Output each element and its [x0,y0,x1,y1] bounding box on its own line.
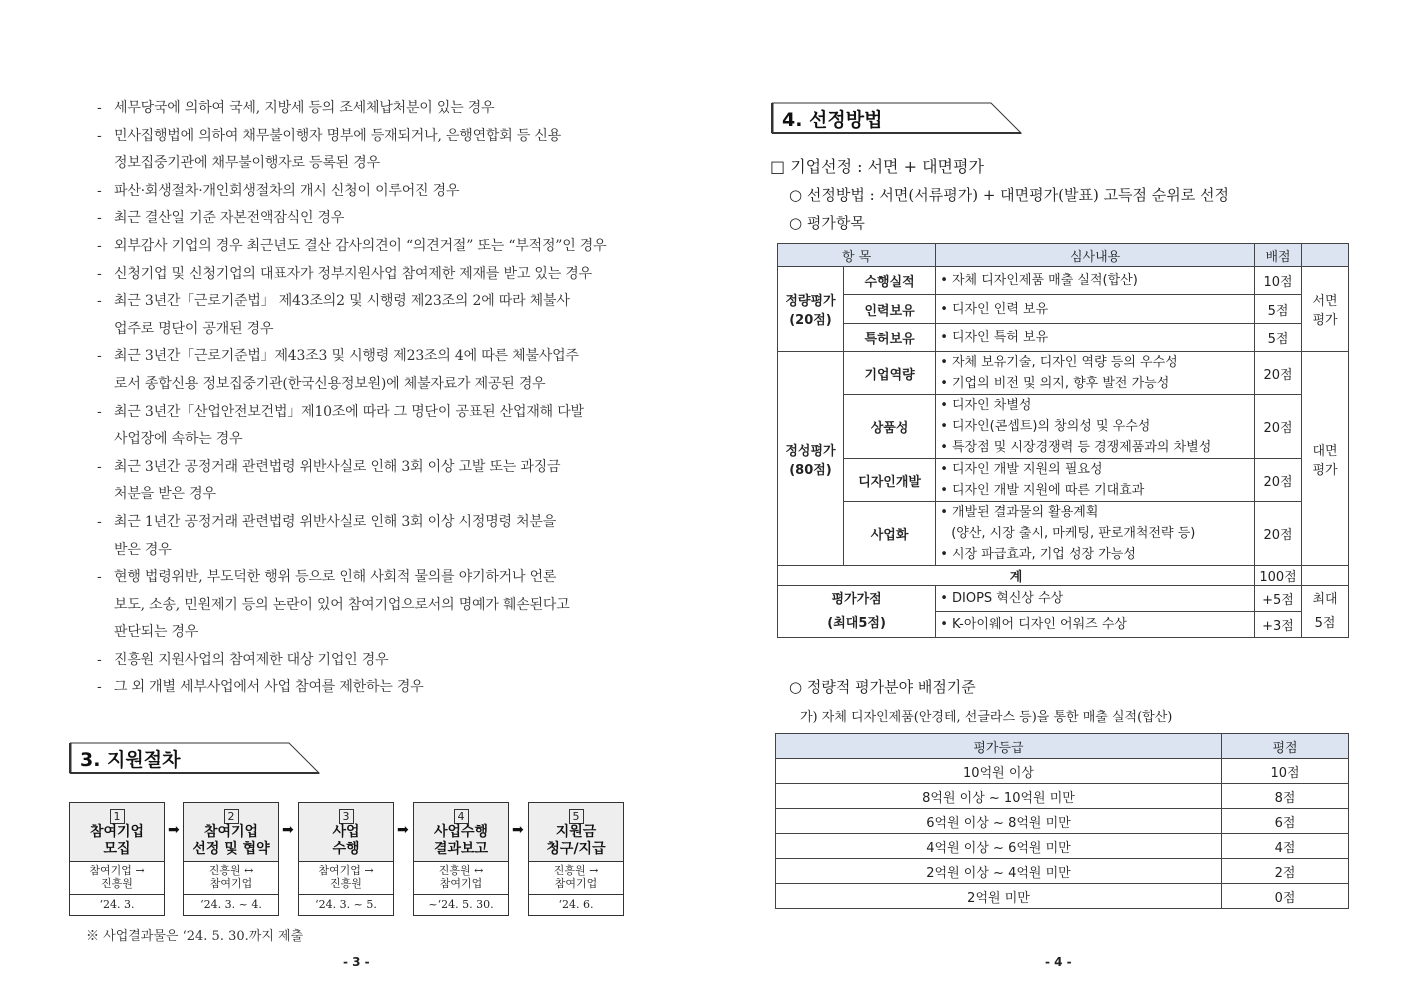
exclusion-text: 최근 3년간「산업안전보건법」제10조에 따라 그 명단이 공표된 산업재해 다발 [114,403,584,420]
items-heading: ○ 평가항목 [789,214,865,232]
criteria-subheading: 가) 자체 디자인제품(안경테, 선글라스 등)을 통한 매출 실적(합산) [800,710,1173,725]
subcategory-cell: 수행실적 [844,267,936,295]
step-actors: 진흥원 ↔ 참여기업 [184,862,278,895]
bullet-dash: - [97,403,102,420]
content-cell [936,295,1255,324]
step-name: 지원금 청구/지급 [546,824,606,857]
table-row [778,267,1349,295]
exclusion-item [97,647,657,675]
grade-row [776,809,1349,834]
process-step-header [70,803,164,862]
page-number: - 3 - [343,955,370,969]
step-period: ‘24. 6. [558,898,594,911]
exclusion-text: 최근 결산일 기준 자본전액잠식인 경우 [114,210,345,227]
grade-score: 6점 [1222,809,1349,834]
step-name: 참여기업 선정 및 협약 [192,824,270,857]
step-period: ‘24. 3. ~ 5. [315,898,377,911]
bonus-row [778,586,1349,612]
total-empty [1302,566,1349,586]
exclusion-text: 민사집행법에 의하여 채무불이행자 명부에 등재되거나, 은행연합회 등 신용 [114,127,562,144]
grade-level: 4억원 이상 ~ 6억원 미만 [776,834,1222,859]
header-category: 항 목 [778,244,936,267]
table-row [778,459,1349,502]
content-item: (양산, 시장 출시, 마케팅, 판로개척전략 등) [951,526,1196,541]
table-row [778,352,1349,395]
arrow-right-icon: ➡ [168,822,180,838]
step-number: 5 [569,809,584,824]
grade-level: 6억원 이상 ~ 8억원 미만 [776,809,1222,834]
exclusion-text: 세무당국에 의하여 국세, 지방세 등의 조세체납처분이 있는 경우 [114,100,495,116]
content-item: • 기업의 비전 및 의지, 향후 발전 가능성 [940,376,1170,391]
grade-score: 8점 [1222,784,1349,809]
exclusion-text: 최근 3년간「근로기준법」 제43조의2 및 시행령 제23조의 2에 따라 체불사 [114,293,570,310]
step-actors: 진흥원 → 참여기업 [529,862,623,895]
exclusion-text: 그 외 개별 세부사업에서 사업 참여를 제한하는 경우 [114,679,424,696]
bullet-dash: - [97,293,102,310]
score-cell: 20점 [1255,502,1302,566]
step-period: ‘24. 3. ~ 4. [200,898,262,911]
method-cell: 서면 평가 [1302,267,1349,352]
evaluation-table [777,243,1349,638]
header-method [1302,244,1349,267]
content-item: • 디자인 특허 보유 [940,330,1049,345]
category-cell: 정성평가 (80점) [778,352,844,566]
subcategory-cell: 특허보유 [844,324,936,352]
grade-score: 4점 [1222,834,1349,859]
content-item: • 시장 파급효과, 기업 성장 가능성 [940,547,1136,562]
process-step [298,802,394,916]
process-step-header [529,803,623,862]
content-cell [936,324,1255,352]
exclusion-item [97,261,657,289]
table-row [778,295,1349,324]
content-item: • 디자인(콘셉트)의 창의성 및 우수성 [940,419,1151,434]
grade-header-level: 평가등급 [776,734,1222,759]
step-period: ~‘24. 5. 30. [428,898,494,911]
exclusion-item [97,343,657,398]
bonus-score: +5점 [1255,586,1302,612]
process-step-header [184,803,278,862]
exclusion-item [97,674,657,702]
process-step [528,802,624,916]
grade-row [776,884,1349,909]
section-3-header [69,742,321,772]
bullet-dash: - [97,210,102,227]
step-number: 3 [339,809,354,824]
process-step-header [414,803,508,862]
grade-score: 2점 [1222,859,1349,884]
exclusion-item [97,509,657,564]
exclusion-text: 최근 3년간 공정거래 관련법령 위반사실로 인해 3회 이상 고발 또는 과징금 [114,458,561,475]
score-cell: 20점 [1255,459,1302,502]
step-actors: 참여기업 → 진흥원 [299,862,393,895]
exclusion-item [97,564,657,647]
step-number: 1 [110,809,125,824]
step-name: 참여기업 모집 [89,824,145,857]
header-score: 배점 [1255,244,1302,267]
content-item: • 디자인 차별성 [940,398,1032,413]
bonus-max: 최대 5점 [1302,586,1349,638]
criteria-heading: ○ 정량적 평가분야 배점기준 [789,678,976,696]
exclusion-item [97,178,657,206]
content-item: • 특장점 및 시장경쟁력 등 경쟁제품과의 차별성 [940,440,1212,455]
process-step [183,802,279,916]
grade-level: 10억원 이상 [776,759,1222,784]
step-name: 사업 수행 [332,824,360,857]
exclusion-item [97,95,657,123]
content-item: • 디자인 인력 보유 [940,301,1049,317]
exclusion-text: 받은 경우 [114,541,172,558]
grade-level: 2억원 미만 [776,884,1222,909]
method-line: ○ 선정방법 : 서면(서류평가) + 대면평가(발표) 고득점 순위로 선정 [789,186,1230,204]
content-item: • 개발된 결과물의 활용계획 [940,505,1099,520]
subcategory-cell: 상품성 [844,395,936,459]
content-item: • K-아이웨어 디자인 어워즈 수상 [940,617,1127,632]
step-number: 2 [224,809,239,824]
exclusion-text: 업주로 명단이 공개된 경우 [114,320,274,337]
method-cell: 대면 평가 [1302,352,1349,566]
grade-row [776,784,1349,809]
exclusion-text: 진흥원 지원사업의 참여제한 대상 기업인 경우 [114,651,389,668]
step-name: 사업수행 결과보고 [433,824,489,857]
grade-row [776,859,1349,884]
exclusion-text: 보도, 소송, 민원제기 등의 논란이 있어 참여기업으로서의 명예가 훼손된다고 [114,596,570,613]
table-header-row [778,244,1349,267]
exclusion-item [97,454,657,509]
content-item: • 디자인 개발 지원의 필요성 [940,462,1103,477]
total-row [778,566,1349,586]
bullet-dash: - [97,348,102,365]
exclusion-item [97,399,657,454]
exclusion-item [97,123,657,178]
exclusion-text: 신청기업 및 신청기업의 대표자가 정부지원사업 참여제한 제재를 받고 있는 경우 [114,265,592,282]
bonus-item [936,586,1255,612]
grade-score: 10점 [1222,759,1349,784]
grade-table [775,733,1349,909]
header-content: 심사내용 [936,244,1255,267]
grade-level: 2억원 이상 ~ 4억원 미만 [776,859,1222,884]
section-4-title: 4. 선정방법 [782,109,883,131]
subcategory-cell: 기업역량 [844,352,936,395]
bonus-category: 평가가점 (최대5점) [778,586,936,638]
exclusion-text: 로서 종합신용 정보집중기관(한국신용정보원)에 체불자료가 제공된 경우 [114,375,546,392]
grade-header-score: 평점 [1222,734,1349,759]
subcategory-cell: 디자인개발 [844,459,936,502]
exclusion-item [97,205,657,233]
bullet-dash: - [97,679,102,696]
bullet-dash: - [97,127,102,144]
score-cell: 20점 [1255,395,1302,459]
subcategory-cell: 사업화 [844,502,936,566]
content-item: • 자체 디자인제품 매출 실적(합산) [940,273,1138,288]
content-item: • 자체 보유기술, 디자인 역량 등의 우수성 [940,355,1178,370]
exclusion-item [97,288,657,343]
left-page [0,0,700,992]
footnote: ※ 사업결과물은 ‘24. 5. 30.까지 제출 [86,929,304,944]
bonus-score: +3점 [1255,612,1302,638]
arrow-right-icon: ➡ [397,822,409,838]
score-cell: 5점 [1255,324,1302,352]
bullet-dash: - [97,182,102,199]
exclusion-text: 처분을 받은 경우 [114,486,216,503]
grade-row [776,834,1349,859]
bonus-item [936,612,1255,638]
bullet-dash: - [97,458,102,475]
total-label: 계 [778,566,1255,586]
page-number-right: - 4 - [1045,955,1072,969]
arrow-right-icon: ➡ [512,822,524,838]
grade-header-row [776,734,1349,759]
content-cell [936,267,1255,295]
process-step [69,802,165,916]
content-item: • DIOPS 혁신상 수상 [940,591,1064,606]
score-cell: 5점 [1255,295,1302,324]
exclusion-text: 최근 1년간 공정거래 관련법령 위반사실로 인해 3회 이상 시정명령 처분을 [114,513,557,530]
content-cell [936,352,1255,395]
exclusion-text: 정보집중기관에 채무불이행자로 등록된 경우 [114,155,380,172]
step-period: ‘24. 3. [99,898,135,911]
grade-score: 0점 [1222,884,1349,909]
grade-level: 8억원 이상 ~ 10억원 미만 [776,784,1222,809]
table-row [778,324,1349,352]
bullet-dash: - [97,513,102,530]
table-row [778,395,1349,459]
arrow-right-icon: ➡ [282,822,294,838]
content-item: • 디자인 개발 지원에 따른 기대효과 [940,483,1145,498]
bullet-dash: - [97,100,102,116]
score-cell: 20점 [1255,352,1302,395]
step-number: 4 [454,809,469,824]
bullet-dash: - [97,237,102,254]
category-cell: 정량평가 (20점) [778,267,844,352]
bullet-dash: - [97,651,102,668]
table-row [778,502,1349,566]
exclusion-text: 외부감사 기업의 경우 최근년도 결산 감사의견이 “의견거절” 또는 “부적정”인 경우 [114,237,607,254]
exclusion-text: 최근 3년간「근로기준법」제43조3 및 시행령 제23조의 4에 따른 체불사업주 [114,348,579,365]
exclusion-text: 판단되는 경우 [114,624,199,641]
subcategory-cell: 인력보유 [844,295,936,324]
process-step-header [299,803,393,862]
exclusion-text: 파산·회생절차·개인회생절차의 개시 신청이 이루어진 경우 [114,182,460,199]
score-cell: 10점 [1255,267,1302,295]
content-cell [936,502,1255,566]
selection-heading: □ 기업선정 : 서면 + 대면평가 [770,157,984,176]
total-score: 100점 [1255,566,1302,586]
exclusion-text: 현행 법령위반, 부도덕한 행위 등으로 인해 사회적 물의를 야기하거나 언론 [114,569,557,586]
section-3-title: 3. 지원절차 [80,749,181,771]
content-cell [936,395,1255,459]
grade-row [776,759,1349,784]
step-actors: 참여기업 → 진흥원 [70,862,164,895]
process-step [413,802,509,916]
bullet-dash: - [97,265,102,282]
exclusion-item [97,233,657,261]
exclusion-text: 사업장에 속하는 경우 [114,431,243,448]
bullet-dash: - [97,569,102,586]
step-actors: 진흥원 ↔ 참여기업 [414,862,508,895]
section-4-header [771,102,1023,132]
exclusion-list [97,95,657,702]
content-cell [936,459,1255,502]
